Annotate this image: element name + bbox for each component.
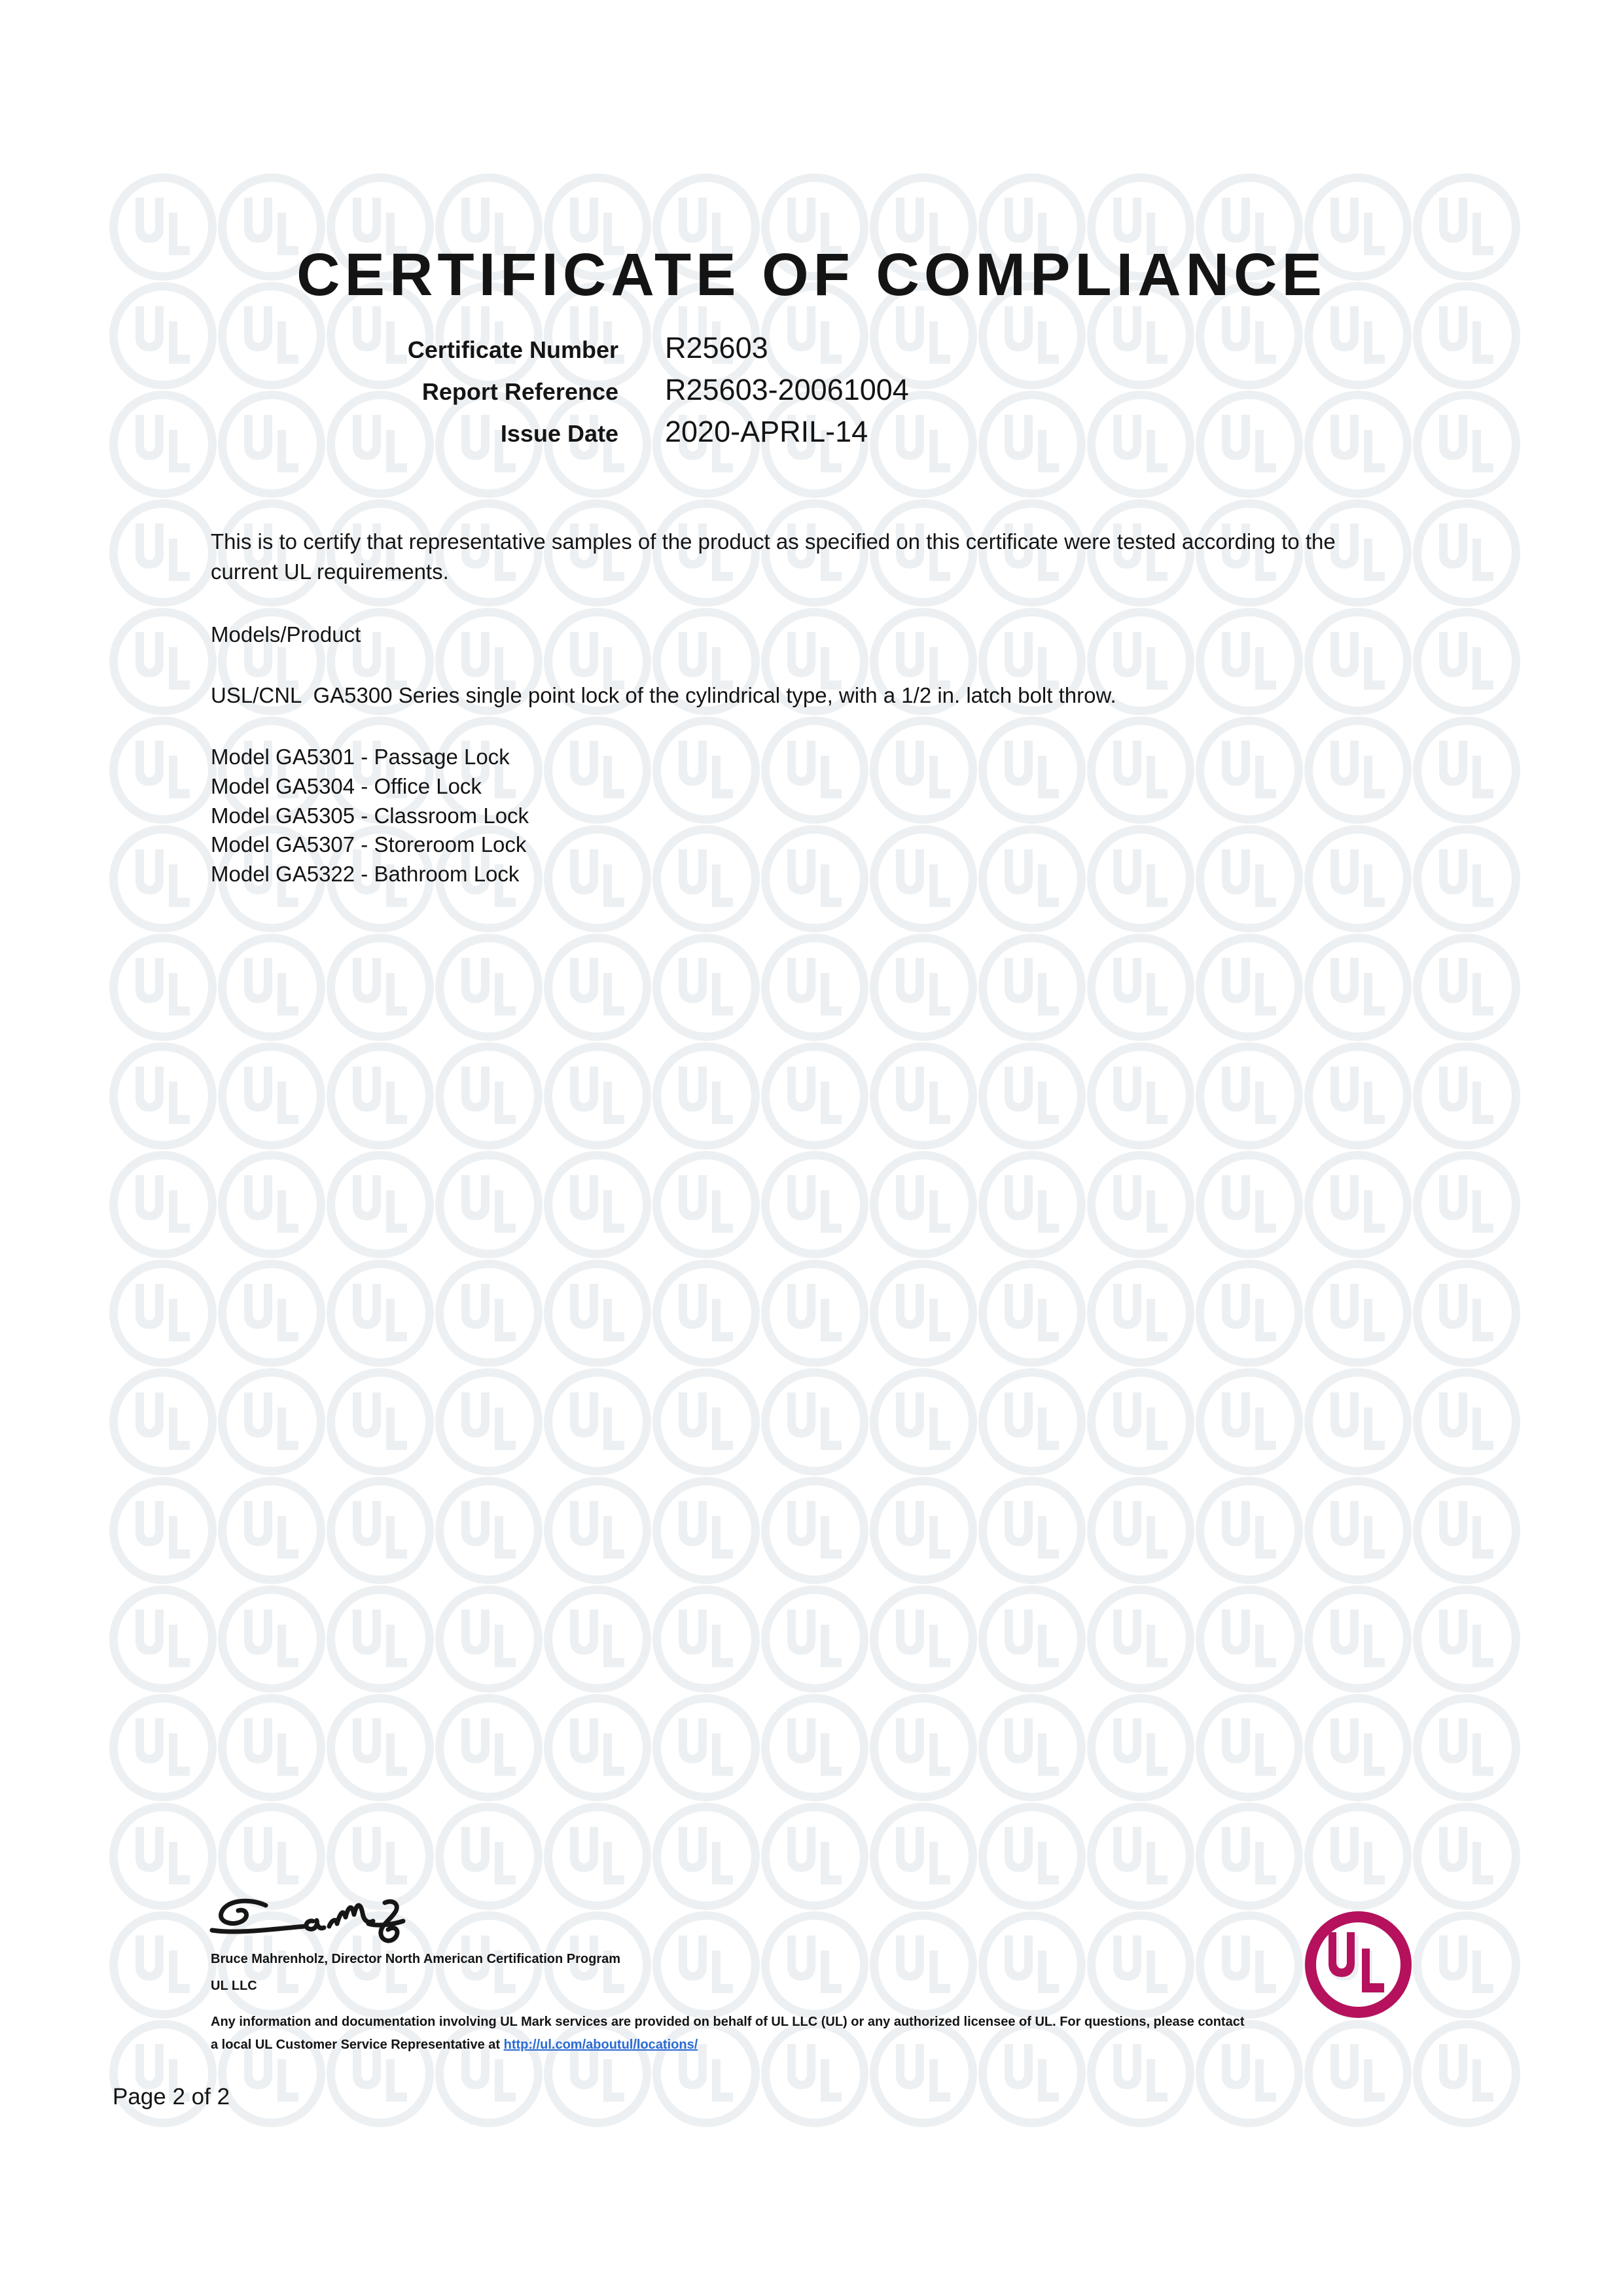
report-reference-label: Report Reference [421,378,618,405]
product-description: USL/CNL GA5300 Series single point lock of the cylindrical type, with a 1/2 in. latch bolt throw. [211,683,1116,707]
certificate-number-value: R25603 [665,331,768,364]
ul-locations-link[interactable]: http://ul.com/aboutul/locations/ [503,2038,698,2052]
report-reference-value: R25603-20061004 [665,373,909,406]
signatory-company: UL LLC [211,1979,257,1993]
ul-logo [1303,1909,1414,2020]
certify-paragraph: This is to certify that representative samples of the product as specified on this certificate were tested according to the current UL requirements. [211,529,1336,584]
signature-image [208,1896,411,1949]
legal-text: Any information and documentation involving UL Mark services are provided on behalf of UL LLC (UL) or any authorized licensee of UL. For questions, please contact a local UL Customer Service Representative at [211,2015,1245,2052]
field-report-reference [211,375,1389,417]
page-number: Page 2 of 2 [113,2084,230,2110]
certificate-number-label: Certificate Number [407,336,618,363]
models-list [211,743,529,889]
legal-fine-print [211,2011,1248,2057]
model-item: Model GA5301 - Passage Lock [211,745,510,769]
field-issue-date [211,417,1389,459]
model-item: Model GA5304 - Office Lock [211,773,482,798]
certificate-title: CERTIFICATE OF COMPLIANCE [296,241,1327,308]
model-item: Model GA5322 - Bathroom Lock [211,862,520,887]
models-product-heading: Models/Product [211,622,361,646]
model-item: Model GA5305 - Classroom Lock [211,803,529,828]
certificate-fields [211,333,1389,459]
model-item: Model GA5307 - Storeroom Lock [211,832,527,857]
issue-date-value: 2020-APRIL-14 [665,415,868,448]
issue-date-label: Issue Date [500,420,618,447]
field-certificate-number [211,333,1389,375]
signatory-name-title: Bruce Mahrenholz, Director North American Certification Program [211,1952,621,1966]
